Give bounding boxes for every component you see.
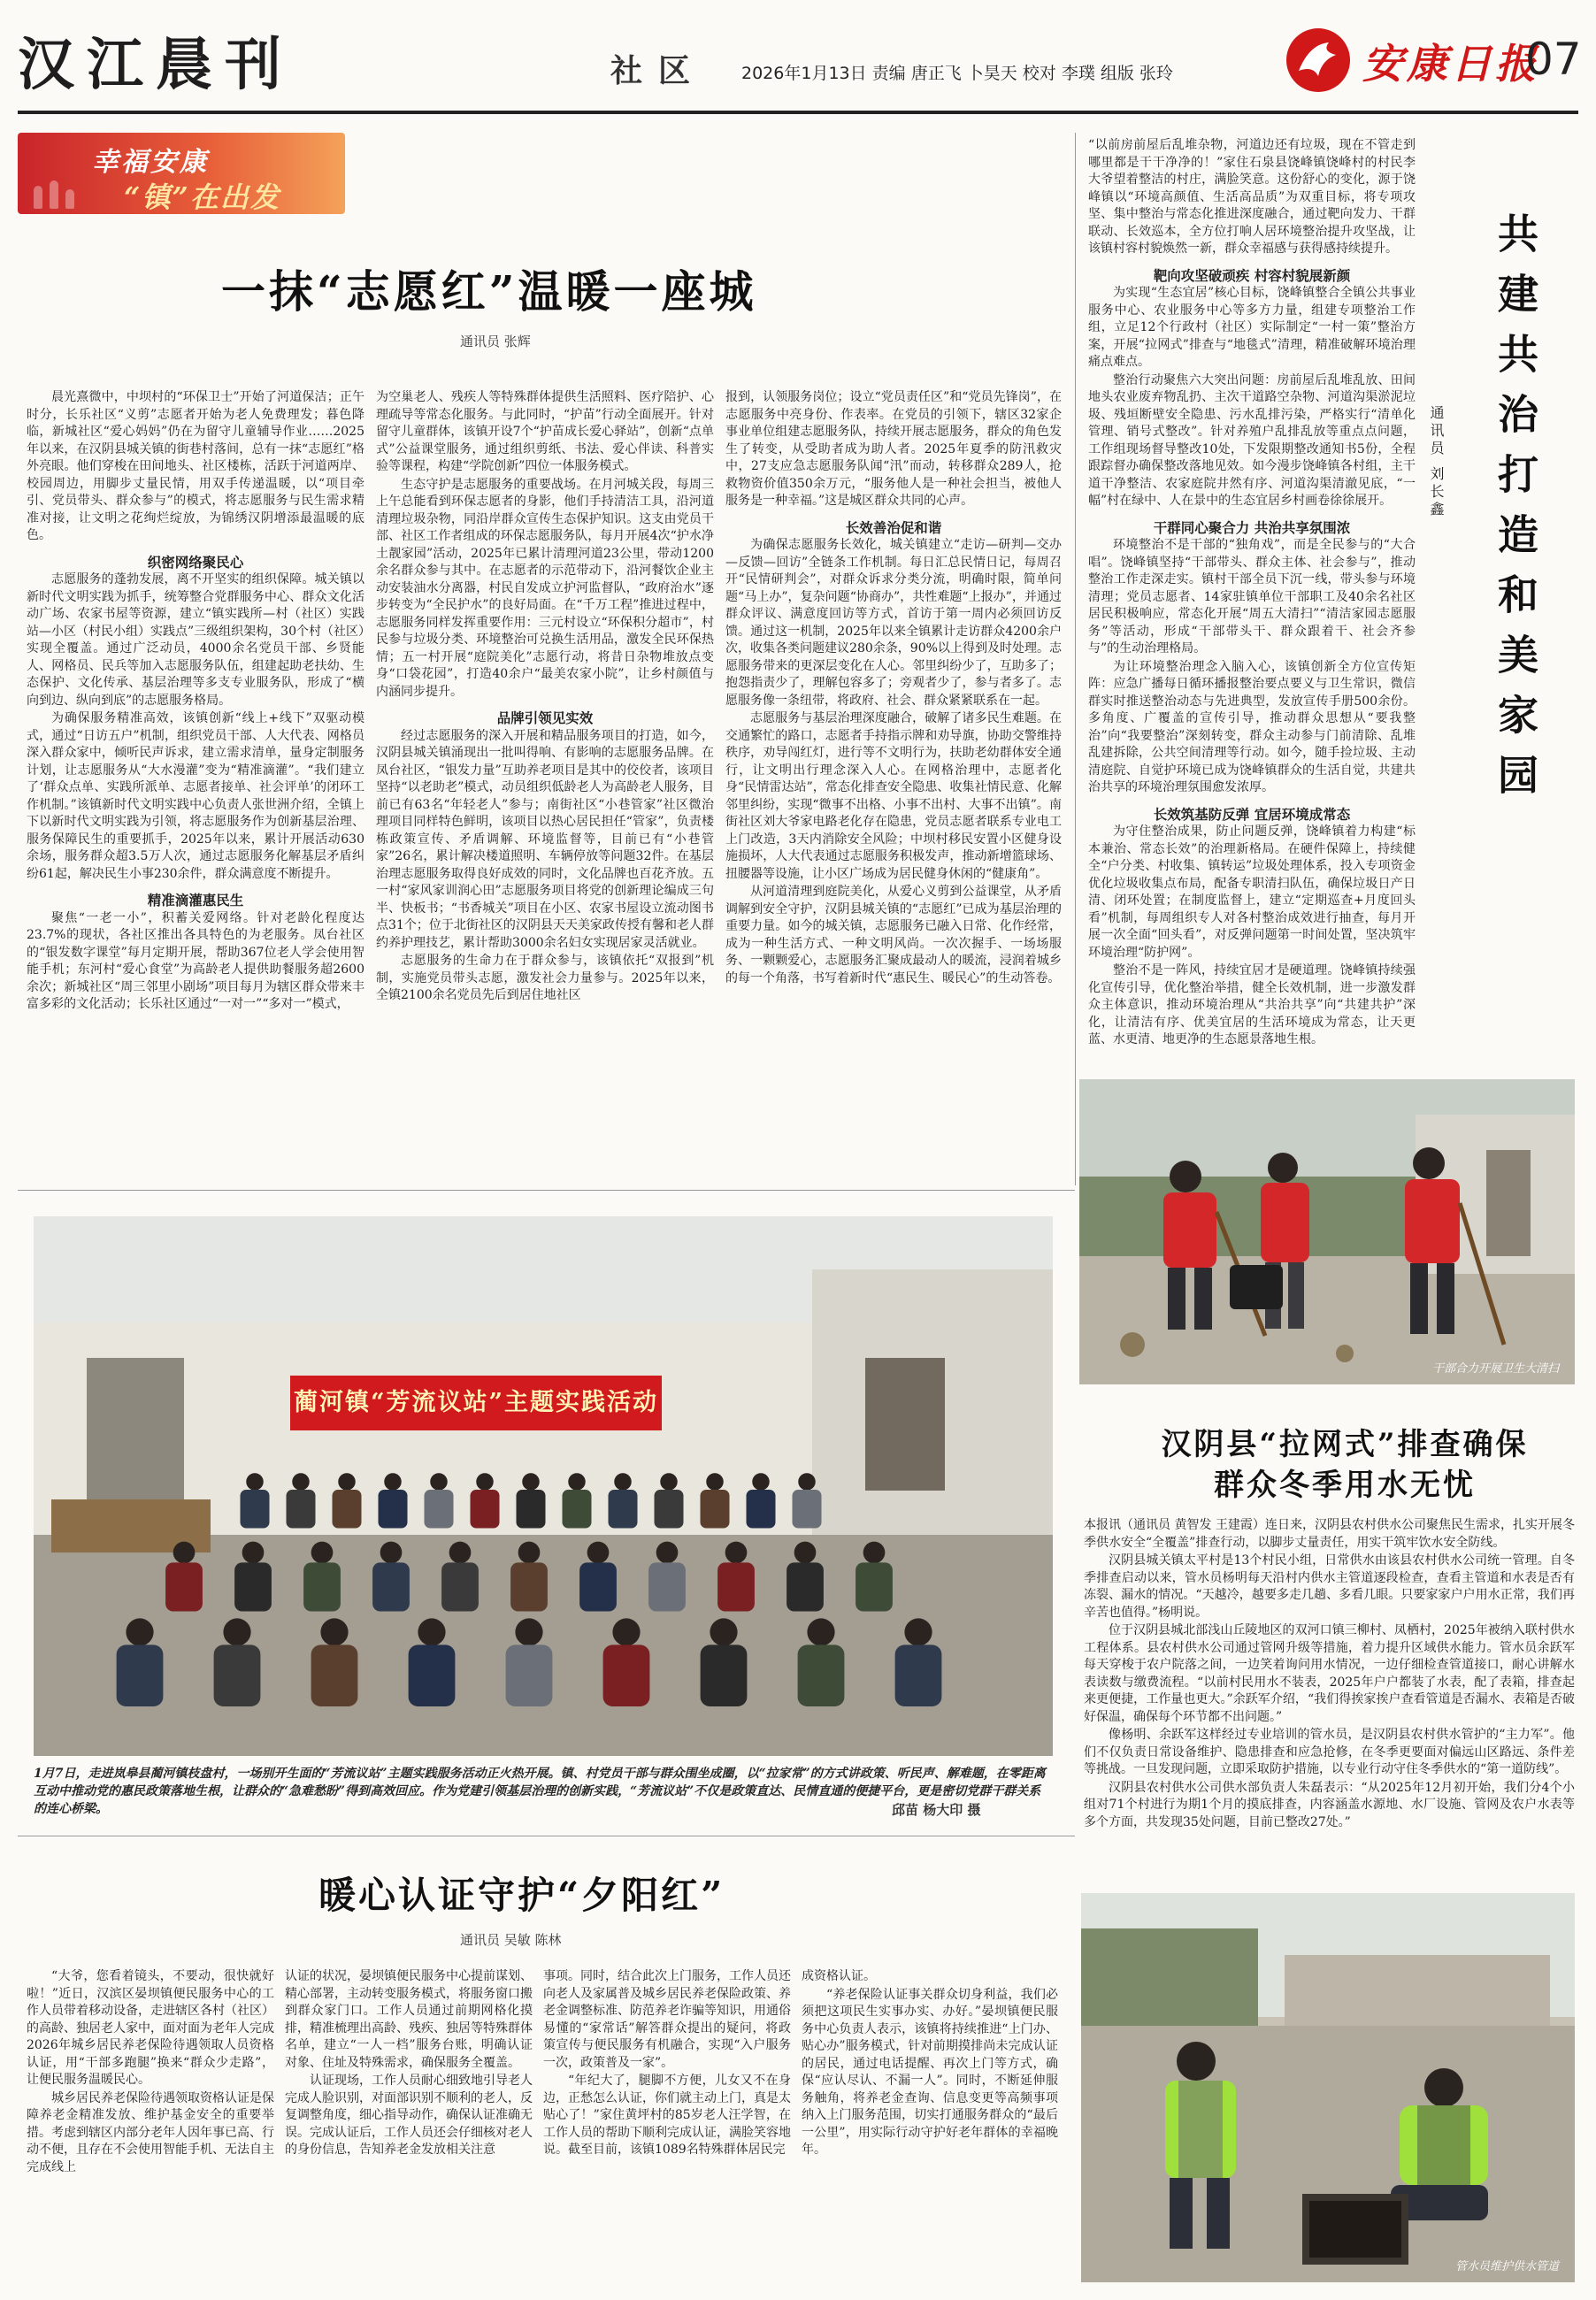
- paragraph: “养老保险认证事关群众切身利益，我们必须把这项民生实事办实、办好。”晏坝镇便民服务中心负责人表示，该镇将持续推进“上门办、贴心办”服务模式，针对前期摸排尚未完成认证的居民，通过电话提醒、再次上门等方式，确保“应认尽认、不漏一人”。同时，不断延伸服务触角，将养老金查询、信息变更等高频事项纳入上门服务范围，切实打通服务群众的“最后一公里”，用实际行动守护好老年群体的幸福晚年。: [802, 1987, 1058, 2157]
- article1-title: 一抹“志愿红”温暖一座城: [221, 265, 757, 318]
- person: [303, 1542, 341, 1612]
- person: [609, 1473, 638, 1528]
- paragraph: 整治行动聚焦六大突出问题：房前屋后乱堆乱放、田间地头农业废弃物乱扔、主次干道路空杂物、河道沟渠淤泥垃圾、残垣断壁安全隐患、污水乱排污染，严格实行“清单化管理、销号式整改”。针对养殖户乱排乱放等重点点问题，工作组现场督导整改10处，下发限期整改通知书5份，全程跟踪督办确保整改落地见效。如今漫步饶峰镇各村组，主干道干净整洁、农家庭院井然有序、河道沟渠清澈见底，“一幅”村在绿中、人在景中的生态宜居乡村画卷徐徐展开。: [1088, 372, 1416, 508]
- subheading: 织密网络聚民心: [147, 553, 244, 571]
- paragraph: “年纪大了，腿脚不方便，儿女又不在身边，正愁怎么认证，你们就主动上门，真是太贴心了！”家住黄坪村的85岁老人汪学智，在工作人员的帮助下顺利完成认证，满脸笑容地说。截至目前，该镇1089名特殊群体居民完: [543, 2074, 791, 2157]
- article2-col1: [1088, 137, 1416, 1128]
- person: [747, 1473, 776, 1528]
- person: [441, 1542, 479, 1612]
- masthead-rule: [18, 111, 1578, 114]
- paragraph: 为守住整治成果，防止问题反弹，饶峰镇着力构建“标本兼治、常态长效”的治理新格局。在硬件保障上，持续健全“户分类、村收集、镇转运”垃圾处理体系，投入专项资金优化垃圾收集点布局，配备专职清扫队伍，确保垃圾日产日清、闭环处置；在制度监督上，建立“定期巡查+月度回头看”机制，每周组织专人对各村整治成效进行抽查，每月开展一次全面“回头看”，对反弹问题第一时间处置，坚决筑牢环境治理“防护网”。: [1088, 824, 1416, 960]
- person: [409, 1618, 456, 1706]
- paragraph: 聚焦“一老一小”，积蓄关爱网络。针对老龄化程度达23.7%的现状，各社区推出各具特色的为老服务。凤台社区的“银发数字课堂”每月定期开展，帮助367位老人学会使用智能手机；东河村“爱心食堂”为高龄老人提供助餐服务超2600余次；新城社区“周三邻里小剧场”项目每月为辖区群众带来丰富多彩的文化活动；长乐社区通过“一对一”“多对一”模式，: [27, 910, 364, 1011]
- person: [117, 1618, 164, 1706]
- paragraph: 汉阴县农村供水公司供水部负责人朱磊表示：“从2025年12月初开始，我们分4个小组对71个村进行为期1个月的摸底排查，内容涵盖水源地、水厂设施、管网及农户水表等多个方面，共发现35处问题，目前已整改27处。”: [1084, 1780, 1575, 1829]
- paragraph-continued: 为空巢老人、残疾人等特殊群体提供生活照料、医疗陪护、心理疏导等常态化服务。与此同时，“护苗”行动全面展开。针对留守儿童群体，该镇开设7个“护苗成长爱心驿站”，创新“点单式”公益课堂服务，通过组织剪纸、书法、爱心伴读、科普实验等课程，构建“学院创新”四位一体服务模式。: [376, 390, 714, 473]
- person: [701, 1618, 748, 1706]
- article3-title: 汉阴县“拉网式”排查确保群众冬季用水无忧: [1161, 1427, 1529, 1503]
- person: [603, 1618, 650, 1706]
- paragraph: 为确保服务精准高效，该镇创新“线上+线下”双驱动模式，通过“日访五户”机制，组织党员干部、人大代表、网格员深入群众家中，倾听民声诉求，建立需求清单，量身定制服务计划，让志愿服务从“大水漫灌”变为“精准滴灌”。“我们建立了‘群众点单、实践所派单、志愿者接单、社会评单’的闭环工作机制。”该镇新时代文明实践中心负责人张世洲介绍，全镇上下以新时代文明实践为引领，将志愿服务作为创新基层治理、服务保障民生的重要抓手，2025年以来，累计开展活动630余场，服务群众超3.5万人次，通过志愿服务化解基层矛盾纠纷61起，解决民生小事230余件，群众满意度不断提升。: [27, 711, 364, 881]
- person: [372, 1542, 410, 1612]
- column-divider: [1075, 133, 1076, 1185]
- banner-line2: “镇”在出发: [124, 180, 280, 214]
- person: [471, 1473, 500, 1528]
- paragraph: 为让环境整治理念入脑入心，该镇创新全方位宣传矩阵：应急广播每日循环播报整治要点要义与卫生常识，微信群实时推送整治动态与先进典型，发放宣传手册500余份。多角度、广覆盖的宣传引导，推动群众思想从“要我整治”向“我要整治”深刻转变，群众主动参与门前清除、乱堆乱建拆除，公共空间清理等行动。如今，随手捡垃圾、主动清庭院、自觉护环境已成为饶峰镇群众的生活自觉，共建共治共享的环境治理氛围愈发浓厚。: [1088, 659, 1416, 794]
- seated-people: [34, 1216, 1053, 1756]
- article4-col2: [285, 1968, 533, 2287]
- paragraph-continued: 报到，认领服务岗位；设立“党员责任区”和“党员先锋岗”，在志愿服务中亮身份、作表率。在党员的引领下，辖区32家企事业单位组建志愿服务队，持续开展志愿服务，群众的角色发生了转变，从受助者成为助人者。2025年夏季的防汛救灾中，27支应急志愿服务队闻“汛”而动，转移群众289人，抢救物资价值350余万元，“服务他人是一种社会担当，被他人服务是一种幸福。”这是城区群众共同的心声。: [725, 390, 1062, 508]
- paragraph: “大爷，您看着镜头，不要动，很快就好啦！”近日，汉滨区晏坝镇便民服务中心的工作人员带着移动设备，走进辖区各村（社区）的高龄、独居老人家中，面对面为老年人完成2026年城乡居民养老保险待遇领取人员资格认证，用“干部多跑腿”换来“群众少走路”，让便民服务温暖民心。: [27, 1969, 274, 2087]
- person: [165, 1542, 203, 1612]
- paragraph-continued: 本报讯（通讯员 黄智发 王建霞）连日来，汉阴县农村供水公司聚焦民生需求，扎实开展冬季供水安全“全覆盖”排查行动，以脚步丈量责任，用实干筑牢饮水安全防线。: [1084, 1518, 1575, 1550]
- person: [510, 1542, 548, 1612]
- paragraph-continued: 成资格认证。: [802, 1969, 876, 1983]
- photo-main-credit: 邱苗 杨大印 摄: [892, 1802, 981, 1818]
- article4-col1: [27, 1968, 274, 2287]
- issue-meta: 2026年1月13日 责编 唐正飞 卜昊天 校对 李璞 组版 张玲: [741, 64, 1173, 83]
- subheading: 精准滴灌惠民生: [147, 892, 244, 908]
- person: [717, 1542, 755, 1612]
- paragraph-continued: 事项。同时，结合此次上门服务，工作人员还向老人及家属普及城乡居民养老保险政策、养老金调整标准、防范养老诈骗等知识，用通俗易懂的“家常话”解答群众提出的疑问，将政策宣传与便民服务有机融合，实现“入户服务一次，政策普及一家”。: [543, 1969, 791, 2070]
- person: [425, 1473, 454, 1528]
- person: [563, 1473, 592, 1528]
- person: [701, 1473, 730, 1528]
- article4-title: 暖心认证守护“夕阳红”: [318, 1874, 725, 1917]
- photo-caption-water: 管水员维护供水管道: [1454, 2260, 1559, 2273]
- article1-col2: [376, 389, 714, 1177]
- page-number: 07: [1525, 34, 1582, 85]
- paragraph: 为实现“生态宜居”核心目标，饶峰镇整合全镇公共事业服务中心、农业服务中心等多方力量，组建专项整治工作组，立足12个行政村（社区）实际制定“一村一策”整治方案，开展“拉网式”排查与“地毯式”清理，精准破解环境治理痛点难点。: [1088, 286, 1416, 369]
- paper-name-right: 安康日报: [1362, 40, 1539, 88]
- article4-byline: 通讯员 吴敏 陈林: [460, 1932, 562, 1948]
- paragraph: 从河道清理到庭院美化，从爱心义剪到公益课堂，从矛盾调解到安全守护，汉阴县城关镇的“志愿红”已成为基层治理的重要力量。如今的城关镇，志愿服务已融入日常、化作经常，成为一种生活方式、一种文明风尚。一次次握手、一场场服务、一颗颗爱心，志愿服务汇聚成最动人的暖流，浸润着城乡的每一个角落，书写着新时代“惠民生、暖民心”的生动答卷。: [725, 885, 1062, 985]
- person: [214, 1618, 261, 1706]
- person: [856, 1542, 893, 1612]
- subheading: 品牌引领见实效: [496, 709, 594, 726]
- photo-main-meeting: [34, 1216, 1053, 1756]
- paragraph: 城乡居民养老保险待遇领取资格认证是保障养老金精准发放、维护基金安全的重要举措。考虑到辖区内部分老年人因年事已高、行动不便，且存在不会使用智能手机、无法自主完成线上: [27, 2090, 274, 2174]
- meeting-banner: 蔺河镇“芳流议站”主题实践活动: [290, 1376, 662, 1430]
- article1-col3: [725, 389, 1062, 1177]
- person: [287, 1473, 316, 1528]
- photo-volunteer-cleanup: [1079, 1079, 1575, 1384]
- paragraph: 汉阴县城关镇太平村是13个村民小组，日常供水由该县农村供水公司统一管理。自冬季排查启动以来，管水员杨明每天沿村内供水主管道逐段检查，查看主管道和水表是否有冻裂、漏水的情况。“天越冷，越要多走几趟、多看几眼。只要家家户户用水正常，我们再辛苦也值得。”杨明说。: [1084, 1553, 1575, 1620]
- person: [786, 1542, 824, 1612]
- paragraph: 生态守护是志愿服务的重要战场。在月河城关段，每周三上午总能看到环保志愿者的身影，他们手持清洁工具，沿河道清理垃圾杂物，同沿岸群众宣传生态保护知识。这支由党员干部、社区工作者组成的环保志愿服务队，每月开展4次“护水净土靓家园”活动，2025年已累计清理河道23公里，带动1200余名群众参与其中。在志愿者的示范带动下，沿河餐饮企业主动安装油水分离器，村民自发成立护河监督队，“政府治水”逐步转变为“全民护水”的良好局面。在“千万工程”推进过程中，志愿服务同样发挥重要作用：三元村设立“环保积分超市”，村民参与垃圾分类、环境整治可兑换生活用品，激发全民环保热情；五一村开展“庭院美化”志愿行动，将昔日杂物堆放点变身“口袋花园”，打造40余户“最美农家小院”，让乡村颜值与内涵同步提升。: [376, 477, 714, 699]
- article2-title: 共建共治打造和美家园: [1492, 212, 1539, 814]
- person: [648, 1542, 686, 1612]
- article2-byline: 通讯员 刘长鑫: [1428, 405, 1445, 520]
- paragraph: 认证现场，工作人员耐心细致地引导老人完成人脸识别，对面部识别不顺利的老人，反复调整角度，细心指导动作，确保认证准确无误。完成认证后，工作人员还会仔细核对老人的身份信息，告知养老金发放相关注意: [285, 2074, 533, 2157]
- article4-col3: [543, 1968, 791, 2287]
- subheading: 靶向攻坚破顽疾 村容村貌展新颜: [1153, 266, 1351, 284]
- banner-line1: 幸福安康: [92, 147, 209, 178]
- paragraph: 为确保志愿服务长效化，城关镇建立“走访—研判—交办—反馈—回访”全链条工作机制。每日汇总民情日记，每周召开“民情研判会”，对群众诉求分类分流，明确时限，简单问题“马上办”，复杂问题“协商办”，共性难题“上报办”，并通过群众评议、满意度回访等方式，首访于第一周内必须回访反馈。通过这一机制，2025年以来全镇累计走访群众4200余户次，收集各类问题建议280余条，90%以上得到及时处理。志愿服务带来的更深层变化在人心。邻里纠纷少了，互助多了；抱怨指责少了，理解包容多了；旁观者少了，参与者多了。志愿服务像一条纽带，将政府、社会、群众紧紧联系在一起。: [725, 538, 1062, 708]
- person: [655, 1473, 684, 1528]
- banner-figure: [65, 189, 74, 209]
- person: [798, 1618, 845, 1706]
- subheading: 干群同心聚合力 共治共享氛围浓: [1153, 518, 1351, 536]
- article1-col1: [27, 389, 364, 1177]
- person: [379, 1473, 408, 1528]
- paragraph: 位于汉阴县城北部浅山丘陵地区的双河口镇三柳村、凤栖村，2025年被纳入联村供水工程体系。县农村供水公司通过管网升级等措施，着力提升区域供水能力。管水员余跃军每天穿梭于农户院落之间，一边笑着询问用水情况，一边仔细检查管道接口，耐心讲解水表读数与缴费流程。“以前村民用水不装表，2025年户户都装了水表，配了表箱，排查起来更便捷，工作量也更大。”余跃军介绍，“我们得挨家挨户查看管道是否漏水、表箱是否破好保温，确保每个环节都不出问题。”: [1084, 1623, 1575, 1724]
- photo-water-maintenance: [1081, 1893, 1575, 2282]
- section-divider: [18, 1190, 1075, 1191]
- subheading: 长效筑基防反弹 宜居环境成常态: [1153, 805, 1351, 823]
- paragraph: 晨光熹微中，中坝村的“环保卫士”开始了河道保洁；正午时分，长乐社区“义剪”志愿者开始为老人免费理发；暮色降临，新城社区“爱心妈妈”仍在为留守儿童辅导作业……2025年以来，在汉阴县城关镇的街巷村落间，总有一抹“志愿红”格外亮眼。他们穿梭在田间地头、社区楼栋，活跃于河道两岸、校园周边，用脚步丈量民情，用双手传递温暖，以“项目牵引、党员带头、群众参与”的模式，将志愿服务与民生需求精准对接，让文明之花绚烂绽放，为锦绣汉阴增添最温暖的底色。: [27, 390, 364, 542]
- paragraph: 整治不是一阵风，持续宜居才是硬道理。饶峰镇持续强化宣传引导，优化整治举措，健全长效机制，进一步激发群众主体意识，推动环境治理从“共治共享”向“共建共护”深化，让清洁有序、优美宜居的生活环境成为常态，让天更蓝、水更清、地更净的生态愿景落地生根。: [1088, 963, 1416, 1046]
- person: [579, 1542, 617, 1612]
- person: [241, 1473, 270, 1528]
- person: [895, 1618, 942, 1706]
- person: [506, 1618, 553, 1706]
- paper-logo-icon: [1283, 25, 1354, 96]
- person: [234, 1542, 272, 1612]
- person: [333, 1473, 362, 1528]
- banner-figure: [50, 180, 58, 209]
- article3-col1: [1084, 1517, 1575, 1871]
- article4-col4: [802, 1968, 1058, 2287]
- banner-figure: [34, 186, 42, 209]
- subheading: 长效善治促和谐: [845, 518, 942, 536]
- paragraph-continued: “以前房前屋后乱堆杂物，河道边还有垃圾，现在不管走到哪里都是干干净净的！”家住石泉县饶峰镇饶峰村的村民李大爷望着整洁的村庄，满脸笑意。这份舒心的变化，源于饶峰镇以“环境高颜值、生活高品质”为双重目标，将专项攻坚、集中整治与常态化推进深度融合，通过靶向发力、干群联动、长效巡本，全方位打响人居环境整治提升攻坚战，让该镇村容村貌焕然一新，群众幸福感与获得感持续提升。: [1088, 138, 1416, 256]
- paragraph-continued: 认证的状况，晏坝镇便民服务中心提前谋划、精心部署，主动转变服务模式，将服务窗口搬到群众家门口。工作人员通过前期网格化摸排，精准梳理出高龄、残疾、独居等特殊群体名单，建立“一人一档”服务台账，明确认证对象、住址及特殊需求，确保服务全覆盖。: [285, 1969, 533, 2070]
- paragraph: 志愿服务的蓬勃发展，离不开坚实的组织保障。城关镇以新时代文明实践为抓手，统筹整合党群服务中心、群众文化活动广场、农家书屋等资源，建立“镇实践所—村（社区）实践站—小区（村民小组）实践点”三级组织架构，30个村（社区）实现全覆盖。通过广泛动员，4000余名党员干部、乡贤能人、网格员、民兵等加入志愿服务队伍，组建起助老扶幼、生态保护、文化传承、基层治理等多支专业服务队，形成了“横向到边、纵向到底”的志愿服务格局。: [27, 572, 364, 708]
- photo-caption-cleanup: 干部合力开展卫生大清扫: [1431, 1362, 1559, 1376]
- person: [793, 1473, 822, 1528]
- column-banner: [18, 133, 345, 214]
- section-name: 社区: [610, 52, 707, 89]
- paragraph: 经过志愿服务的深入开展和精品服务项目的打造，如今，汉阴县城关镇涌现出一批叫得响、有影响的志愿服务品牌。在凤台社区，“银发力量”互助养老项目是其中的佼佼者，该项目坚持“以老助老”模式，动员组织低龄老人为高龄老人服务，目前已有63名“年轻老人”参与；南街社区“小巷管家”社区微治理项目同样特色鲜明，该项目以热心居民担任“管家”，负责楼栋政策宣传、矛盾调解、环境监督等，目前已有“小巷管家”26名，累计解决楼道照明、车辆停放等问题32件。在基层治理志愿服务取得良好成效的同时，文化品牌也百花齐放。五一村“家风家训润心田”志愿服务项目将党的创新理论编成三句半、快板书；“书香城关”项目在小区、农家书屋设立流动图书点31个；位于北街社区的汉阴县天天美家政传授有馨和老人群约养护理技艺，累计帮助3000余名妇女实现居家灵活就业。: [376, 728, 714, 950]
- cleanup-scene: [1079, 1079, 1575, 1384]
- masthead: [18, 16, 1582, 113]
- paragraph: 志愿服务与基层治理深度融合，破解了诸多民生难题。在交通繁忙的路口，志愿者手持指示牌和劝导旗，协助交警维持秩序，劝导闯红灯，进行等不文明行为，扶助老幼群体安全通行，让文明出行理念深入人心。在网格治理中，志愿者化身“民情雷达站”，常态化排查安全隐患、收集社情民意、化解邻里纠纷，实现“微事不出格、小事不出村、大事不出镇”。南街社区刘大爷家电路老化存在隐患，党员志愿者联系专业电工上门改造，3天内消除安全风险；中坝村移民安置小区健身设施损坏，人大代表通过志愿服务积极发声，推动新增篮球场、扭腰器等设施，让小区广场成为居民健身休闲的“健康角”。: [725, 711, 1062, 881]
- paper-name-left: 汉江晨刊: [18, 32, 294, 98]
- water-maintenance-scene: [1081, 1893, 1575, 2282]
- paragraph: 志愿服务的生命力在于群众参与，该镇依托“双报到”机制，实施党员带头志愿，激发社会力量参与。2025年以来，全镇2100余名党员先后到居住地社区: [376, 954, 714, 1002]
- person: [311, 1618, 358, 1706]
- person: [517, 1473, 546, 1528]
- paragraph: 环境整治不是干部的“独角戏”，而是全民参与的“大合唱”。饶峰镇坚持“干部带头、群众主体、社会参与”，推动整治工作走深走实。镇村干部全员下沉一线，带头参与环境清理；党员志愿者、14家驻镇单位干部职工及40余名社区居民积极响应，常态化开展“周五大清扫”“清洁家园志愿服务”等活动，形成“干部带头干、群众跟着干、社会齐参与”的生动治理格局。: [1088, 538, 1416, 656]
- article1-byline: 通讯员 张辉: [460, 334, 531, 349]
- photo-main-caption: 1月7日，走进岚皋县蔺河镇枝盘村，一场别开生面的“芳流议站”主题实践服务活动正火热开展。镇、村党员干部与群众围坐成圈，以“拉家常”的方式讲政策、听民声、解难题，在零距离互动中推动党的惠民政策落地生根，让群众的“急难愁盼”得到高效回应。作为党建引领基层治理的创新实践，“芳流议站”不仅是政策直达、民情直通的便捷平台，更是密切党群干群关系的连心桥梁。: [34, 1767, 1046, 1816]
- paragraph: 像杨明、余跃军这样经过专业培训的管水员，是汉阴县农村供水管护的“主力军”。他们不仅负责日常设备维护、隐患排查和应急抢修，在冬季更要面对偏远山区路远、条件差等挑战。一旦发现问题，立即采取防护措施，以专业行动守住冬季供水的“第一道防线”。: [1084, 1728, 1575, 1776]
